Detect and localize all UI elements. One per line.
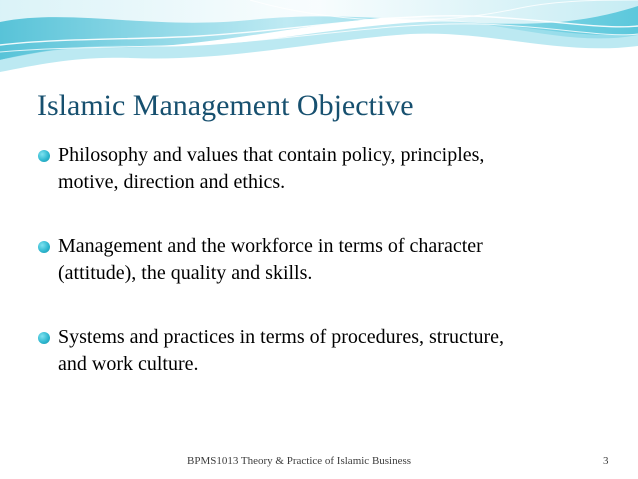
- bullet-list: [38, 142, 598, 415]
- bullet-text-line: motive, direction and ethics.: [58, 171, 286, 193]
- bullet-text-line: Management and the workforce in terms of character: [58, 235, 483, 257]
- bullet-text-line: Philosophy and values that contain policy, principles,: [58, 144, 485, 166]
- bullet-item: [38, 233, 598, 287]
- decorative-wave-header: [0, 0, 638, 80]
- bullet-item: [38, 324, 598, 378]
- bullet-text-line: Systems and practices in terms of procedures, structure,: [58, 326, 504, 348]
- bullet-circle-icon: [38, 241, 50, 253]
- bullet-circle-icon: [38, 332, 50, 344]
- bullet-circle-icon: [38, 150, 50, 162]
- bullet-item: [38, 142, 598, 196]
- slide-title: Islamic Management Objective: [37, 89, 414, 122]
- page-number: 3: [603, 455, 609, 467]
- bullet-text-line: and work culture.: [58, 353, 199, 375]
- footer-course-title: BPMS1013 Theory & Practice of Islamic Business: [187, 455, 412, 467]
- bullet-text-line: (attitude), the quality and skills.: [58, 262, 313, 284]
